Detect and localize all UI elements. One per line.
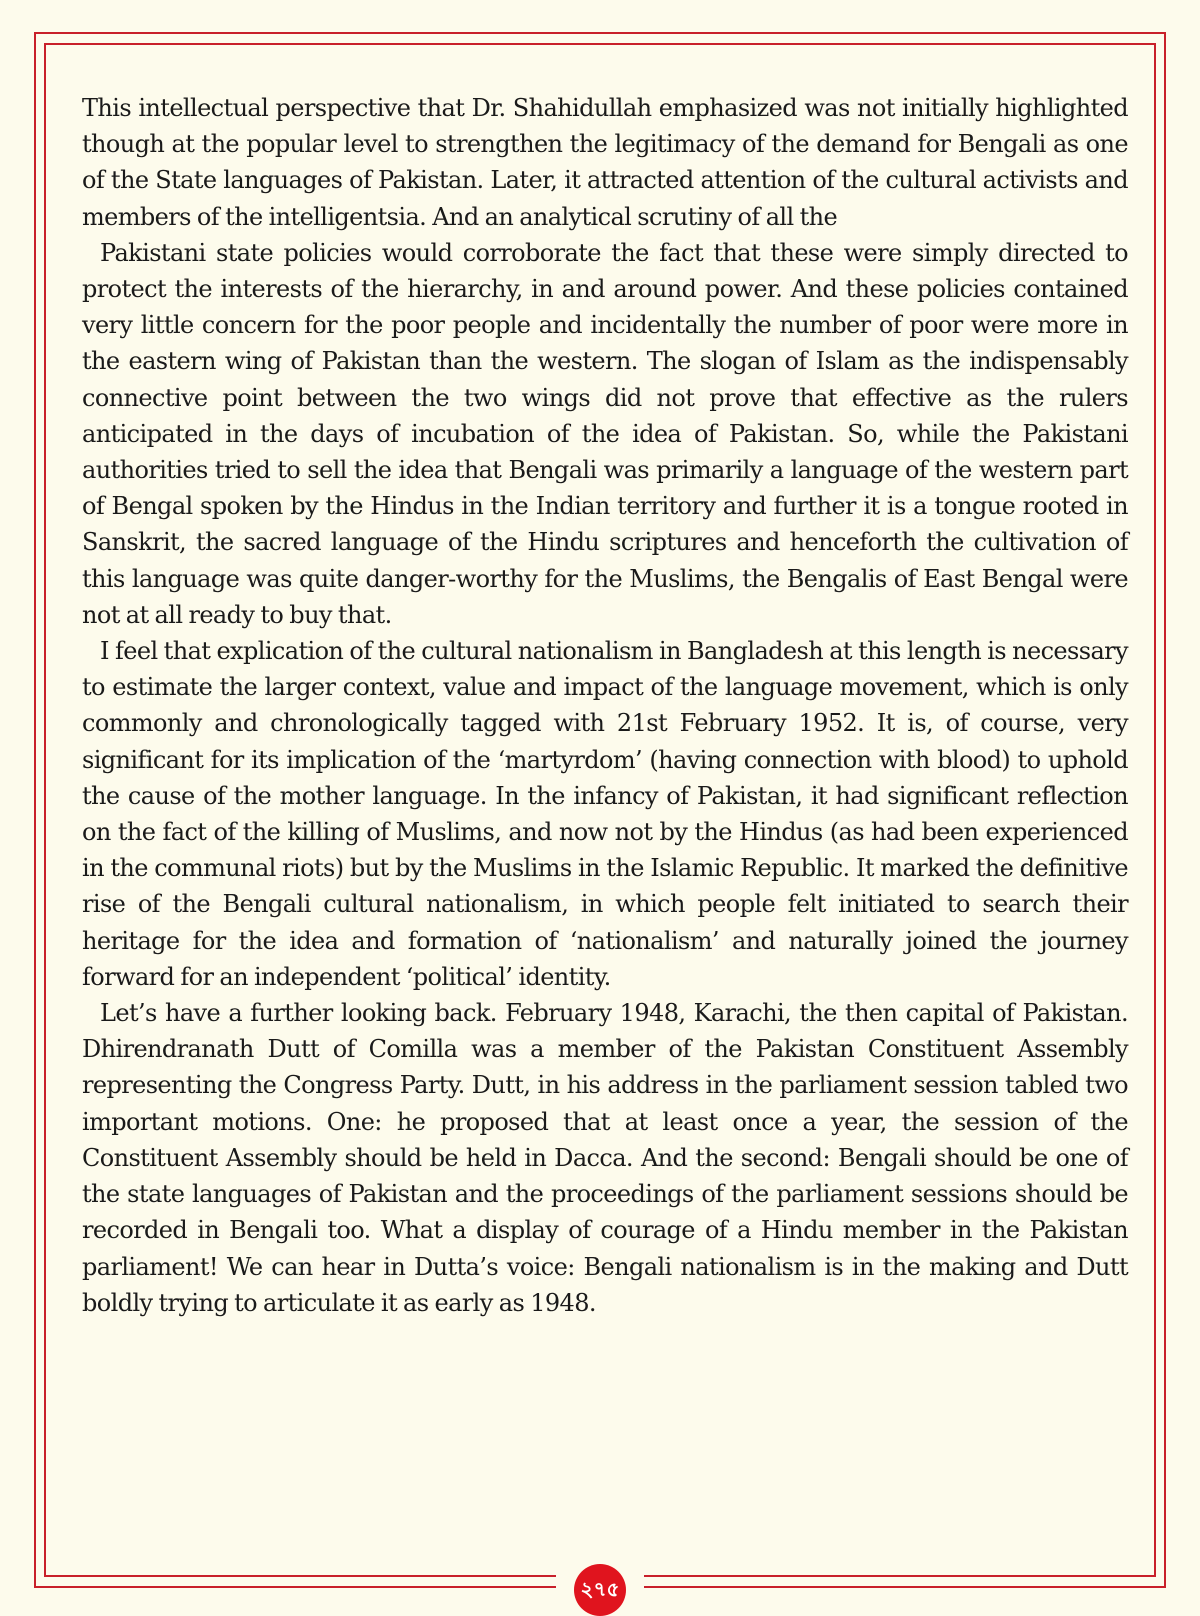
paragraph-4: Let’s have a further looking back. February 1948, Karachi, the then capital of Pakistan. Dhirendranath Dutt of Comilla was a member of the Pakistan Constituent Assembly representing the Congress Party. Dutt, in his address in the parliament session tabled two important motions. One: he proposed that at least once a year, the session of the Constituent Assembly should be held in Dacca. And the second: Bengali should be one of the state languages of Pakistan and the proceedings of the parliament sessions should be recorded in Bengali too. What a display of courage of a Hindu member in the Pakistan parliament! We can hear in Dutta’s voice: Bengali nationalism is in the making and Dutt boldly trying to articulate it as early as 1948. <box>82 999 1128 1317</box>
paragraph-2: Pakistani state policies would corroborate the fact that these were simply directed to protect the interests of the hierarchy, in and around power. And these policies contained very little concern for the poor people and incidentally the number of poor were more in the eastern wing of Pakistan than the western. The slogan of Islam as the indispensably connective point between the two wings did not prove that effective as the rulers anticipated in the days of incubation of the idea of Pakistan. So, while the Pakistani authorities tried to sell the idea that Bengali was primarily a language of the western part of Bengal spoken by the Hindus in the Indian territory and further it is a tongue rooted in Sanskrit, the sacred language of the Hindu scriptures and henceforth the cultivation of this language was quite danger-worthy for the Muslims, the Bengalis of East Bengal were not at all ready to buy that. <box>82 238 1128 629</box>
page-content <box>82 90 1128 1321</box>
paragraph-1: This intellectual perspective that Dr. Shahidullah emphasized was not initially highlighted though at the popular level to strengthen the legitimacy of the demand for Bengali as one of the State languages of Pakistan. Later, it attracted attention of the cultural activists and members of the intelligentsia. And an analytical scrutiny of all the <box>82 94 1128 231</box>
page-number-badge: ২৭৫ <box>574 1564 626 1616</box>
paragraph-3: I feel that explication of the cultural nationalism in Bangladesh at this length is necessary to estimate the larger context, value and impact of the language movement, which is only commonly and chronologically tagged with 21st February 1952. It is, of course, very significant for its implication of the ‘martyrdom’ (having connection with blood) to uphold the cause of the mother language. In the infancy of Pakistan, it had significant reflection on the fact of the killing of Muslims, and now not by the Hindus (as had been experienced in the communal riots) but by the Muslims in the Islamic Republic. It marked the definitive rise of the Bengali cultural nationalism, in which people felt initiated to search their heritage for the idea and formation of ‘nationalism’ and naturally joined the journey forward for an independent ‘political’ identity. <box>82 637 1128 991</box>
